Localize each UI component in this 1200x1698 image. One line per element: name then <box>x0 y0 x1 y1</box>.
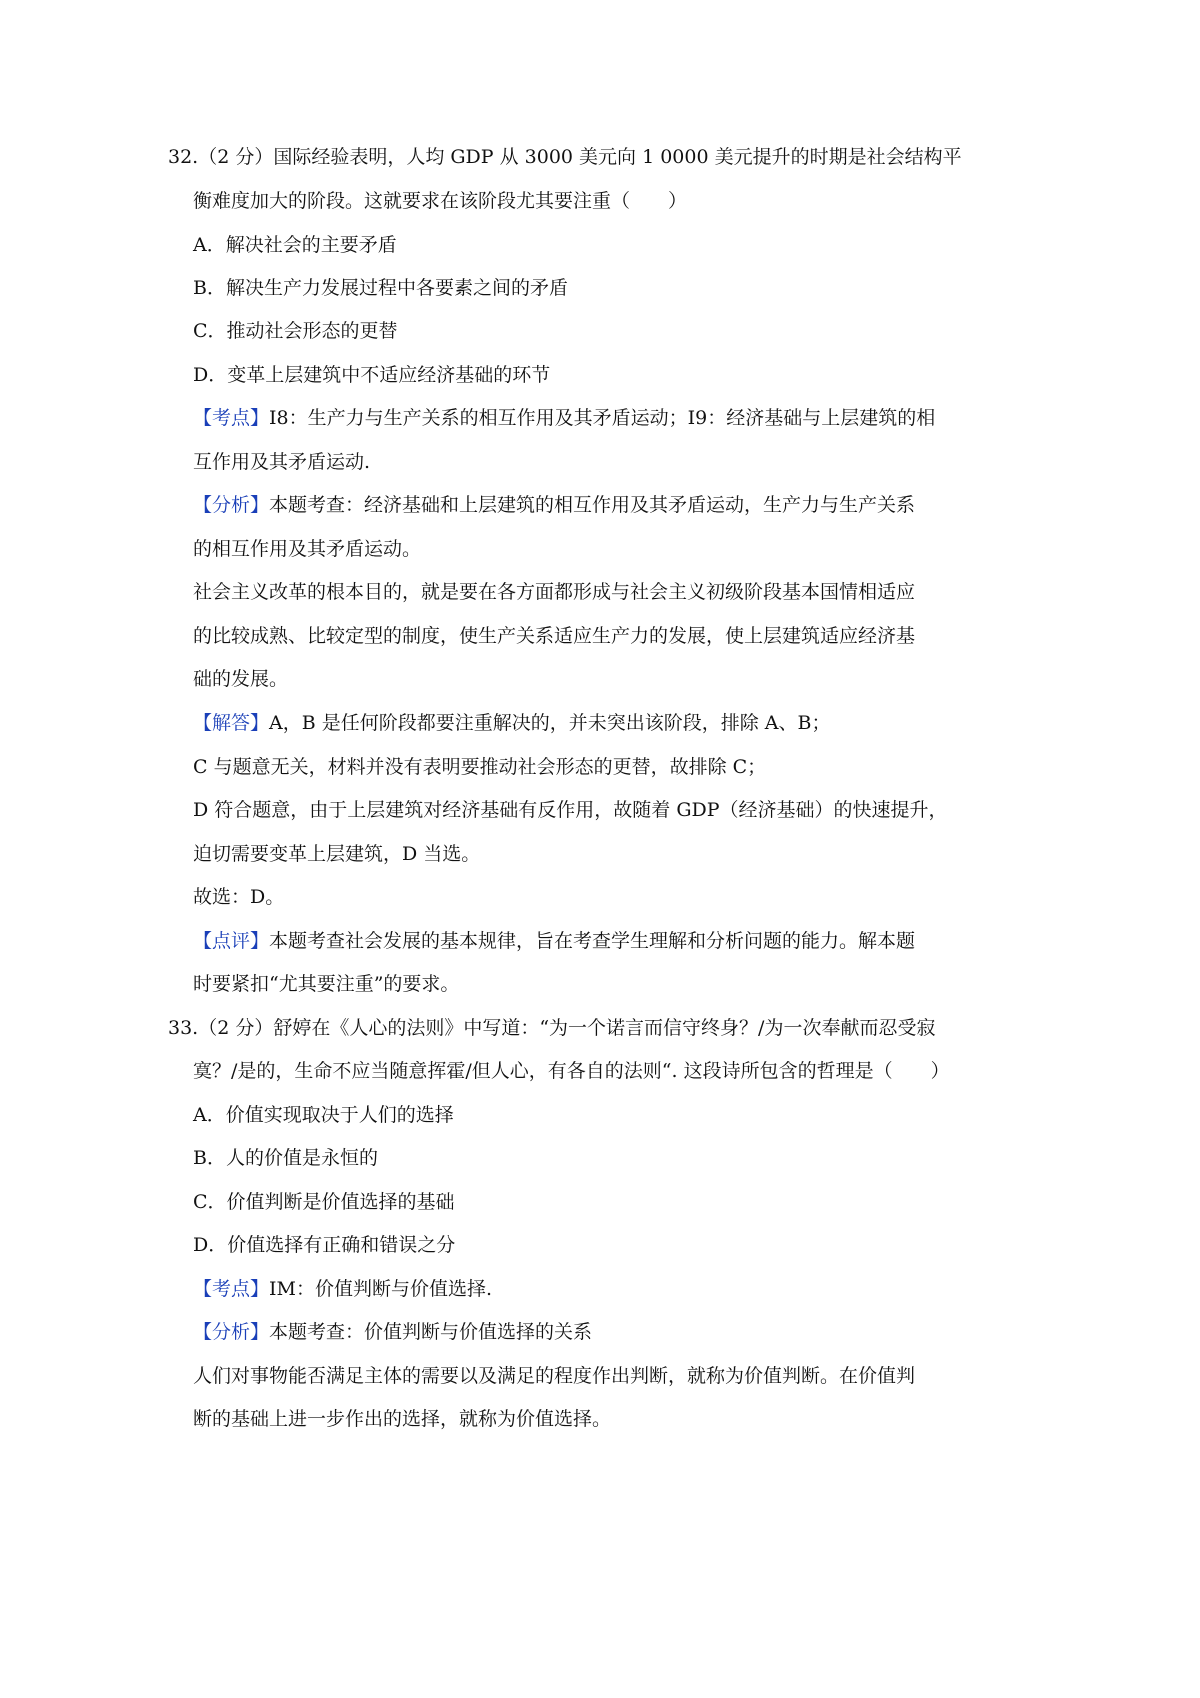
q32-jieda-line-1 <box>193 708 830 738</box>
q33-option-a: A．价值实现取决于人们的选择 <box>193 1104 454 1126</box>
q33-kaodian-line-1 <box>193 1274 492 1304</box>
q33-fenxi-text: 本题考查：价值判断与价值选择的关系 <box>269 1321 593 1343</box>
q32-dianping-line-1 <box>193 926 915 956</box>
q33-fenxi-line-1 <box>193 1317 592 1347</box>
q32-fenxi-line-5: 础的发展。 <box>193 668 289 690</box>
q32-kaodian-line-1 <box>193 403 935 433</box>
q32-fenxi-line-2: 的相互作用及其矛盾运动。 <box>193 538 422 560</box>
kaodian-tag: 【考点】 <box>193 1278 270 1300</box>
q33-option-d: D．价值选择有正确和错误之分 <box>193 1234 456 1256</box>
q32-fenxi-text: 本题考查：经济基础和上层建筑的相互作用及其矛盾运动，生产力与生产关系 <box>269 494 916 516</box>
q32-stem-line-1: 32.（2 分）国际经验表明，人均 GDP 从 3000 美元向 1 0000 美元提升的时期是社会结构平 <box>168 146 962 168</box>
q32-option-d: D．变革上层建筑中不适应经济基础的环节 <box>193 364 551 386</box>
dianping-tag: 【点评】 <box>193 930 270 952</box>
q32-jieda-line-3: D 符合题意，由于上层建筑对经济基础有反作用，故随着 GDP（经济基础）的快速提升， <box>193 799 948 821</box>
q32-jieda-line-5: 故选：D。 <box>193 886 285 908</box>
q32-option-c: C．推动社会形态的更替 <box>193 320 398 342</box>
q32-stem-line-2: 衡难度加大的阶段。这就要求在该阶段尤其要注重（ ） <box>193 190 688 212</box>
q32-jieda-line-4: 迫切需要变革上层建筑，D 当选。 <box>193 843 481 865</box>
q33-stem-line-1: 33.（2 分）舒婷在《人心的法则》中写道：“为一个诺言而信守终身？/为一次奉献而忍受寂 <box>168 1017 936 1039</box>
q33-fenxi-line-3: 断的基础上进一步作出的选择，就称为价值选择。 <box>193 1408 612 1430</box>
jieda-tag: 【解答】 <box>193 712 270 734</box>
q32-jieda-line-2: C 与题意无关，材料并没有表明要推动社会形态的更替，故排除 C； <box>193 756 767 778</box>
q32-option-b: B．解决生产力发展过程中各要素之间的矛盾 <box>193 277 568 299</box>
q33-option-b: B．人的价值是永恒的 <box>193 1147 378 1169</box>
q33-stem-line-2: 寞？/是的，生命不应当随意挥霍/但人心，有各自的法则“. 这段诗所包含的哲理是（ ） <box>193 1060 950 1082</box>
q32-dianping-line-2: 时要紧扣“尤其要注重”的要求。 <box>193 973 460 995</box>
q32-jieda-text: A，B 是任何阶段都要注重解决的，并未突出该阶段，排除 A、B； <box>269 712 831 734</box>
q32-dianping-text: 本题考查社会发展的基本规律，旨在考查学生理解和分析问题的能力。解本题 <box>269 930 916 952</box>
q32-kaodian-text: I8：生产力与生产关系的相互作用及其矛盾运动；I9：经济基础与上层建筑的相 <box>269 407 936 429</box>
q32-fenxi-line-4: 的比较成熟、比较定型的制度，使生产关系适应生产力的发展，使上层建筑适应经济基 <box>193 625 916 647</box>
kaodian-tag: 【考点】 <box>193 407 270 429</box>
fenxi-tag: 【分析】 <box>193 1321 270 1343</box>
fenxi-tag: 【分析】 <box>193 494 270 516</box>
q32-fenxi-line-3: 社会主义改革的根本目的，就是要在各方面都形成与社会主义初级阶段基本国情相适应 <box>193 581 916 603</box>
q32-option-a: A．解决社会的主要矛盾 <box>193 234 397 256</box>
q33-fenxi-line-2: 人们对事物能否满足主体的需要以及满足的程度作出判断，就称为价值判断。在价值判 <box>193 1365 916 1387</box>
q33-option-c: C．价值判断是价值选择的基础 <box>193 1191 455 1213</box>
q33-kaodian-text: IM：价值判断与价值选择. <box>269 1278 493 1300</box>
q32-kaodian-line-2: 互作用及其矛盾运动. <box>193 451 371 473</box>
q32-fenxi-line-1 <box>193 490 915 520</box>
